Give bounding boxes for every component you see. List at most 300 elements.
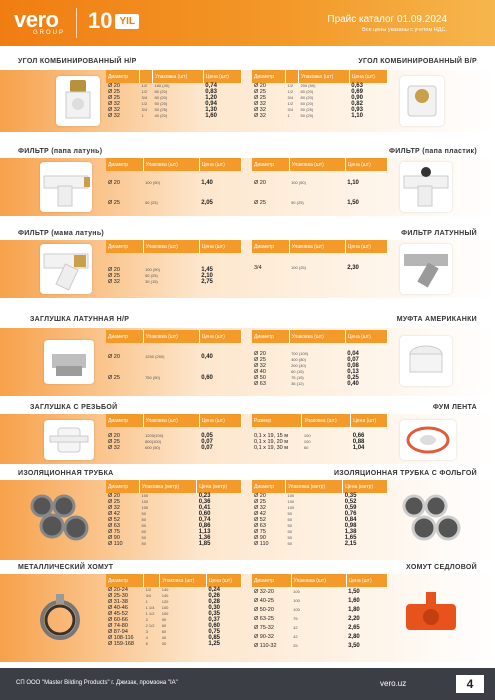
table-cell: Ø 25-30 bbox=[108, 593, 128, 599]
table-cell: 200 (50) bbox=[300, 83, 316, 88]
table-cell: Ø 32 bbox=[108, 445, 120, 451]
table-cell: 0,74 bbox=[198, 517, 211, 523]
table-cell: 0,24 bbox=[208, 587, 221, 593]
column-header: Упаковка (шт) bbox=[143, 330, 199, 343]
table-cell: Ø 25 bbox=[108, 375, 120, 381]
table-cell: 50 bbox=[287, 529, 292, 534]
table-cell: Ø 25 bbox=[254, 357, 266, 363]
table-cell: 2,10 bbox=[201, 273, 213, 279]
table-cell: 100 (25) bbox=[291, 265, 306, 270]
table-cell: Ø 32 bbox=[254, 505, 266, 511]
table-row bbox=[252, 414, 388, 427]
table-cell: 0,40 bbox=[201, 354, 213, 360]
table-row bbox=[106, 240, 242, 253]
table-row bbox=[252, 614, 388, 623]
section-title: ЗАГЛУШКА ЛАТУННАЯ Н/Р bbox=[30, 316, 130, 323]
table-cell: 700 (100) bbox=[291, 351, 309, 356]
table-cell: 0,66 bbox=[352, 433, 365, 439]
product-image-elbow-female bbox=[400, 76, 444, 126]
column-header: Цена (шт) bbox=[199, 158, 241, 171]
table-cell: 1,65 bbox=[344, 535, 357, 541]
column-header: Упаковка (шт) bbox=[289, 240, 345, 253]
table-cell: 2,65 bbox=[348, 624, 360, 631]
table-cell: 0,63 bbox=[351, 83, 363, 89]
price-table bbox=[252, 158, 388, 211]
table-cell: 0,88 bbox=[352, 439, 365, 445]
table-cell: 100 bbox=[141, 499, 149, 504]
table-cell: 0,52 bbox=[344, 499, 357, 505]
badge-number: 10 bbox=[88, 8, 113, 33]
table-cell: 0,13 bbox=[347, 369, 359, 375]
table-cell: 60 bbox=[161, 629, 167, 634]
table-cell: 0,30 bbox=[208, 605, 221, 611]
table-cell: 0,04 bbox=[347, 351, 359, 357]
metal-clamp-icon bbox=[30, 590, 94, 646]
table-cell: Ø 42 bbox=[254, 511, 266, 517]
table-cell: Ø 20 bbox=[254, 180, 266, 186]
elbow-female-icon bbox=[400, 76, 444, 126]
table-cell: Ø 52 bbox=[108, 517, 120, 523]
table-cell: 0,35 bbox=[208, 611, 221, 617]
table-cell: Ø 32 bbox=[108, 107, 120, 113]
column-header: Упаковка (метр) bbox=[139, 480, 196, 493]
table-row bbox=[252, 605, 388, 614]
table-cell: Ø 40 bbox=[254, 369, 266, 375]
table-row bbox=[106, 343, 242, 371]
table-row bbox=[106, 541, 242, 547]
table-cell: 1,50 bbox=[348, 588, 360, 595]
product-image-saddle-clamp bbox=[398, 586, 464, 650]
table-cell: Ø 40-25 bbox=[254, 597, 274, 604]
table-cell: 0,35 bbox=[344, 493, 357, 499]
table-cell: 50 bbox=[141, 517, 146, 522]
section-filters-2 bbox=[0, 230, 495, 300]
table-cell: 1,10 bbox=[351, 113, 363, 119]
price-table bbox=[252, 480, 388, 547]
table-cell: 1/2 bbox=[287, 101, 294, 106]
table-cell: 1,60 bbox=[205, 113, 217, 119]
table-cell: Ø 20 bbox=[108, 267, 120, 273]
table-cell: 1,85 bbox=[198, 541, 211, 547]
product-image-metal-clamp bbox=[30, 590, 94, 646]
column-header bbox=[144, 574, 160, 587]
table-cell: 0,86 bbox=[198, 523, 211, 529]
table-cell: 80 (20) bbox=[300, 89, 314, 94]
table-row bbox=[252, 596, 388, 605]
table-cell: Ø 50 bbox=[254, 375, 266, 381]
table-cell: 400 (80) bbox=[291, 357, 306, 362]
table-cell: 60 (15) bbox=[291, 369, 304, 374]
table-cell: Ø 25 bbox=[108, 95, 120, 101]
section-threaded-plug-fum bbox=[0, 404, 495, 466]
section-title: МЕТАЛЛИЧЕСКИЙ ХОМУТ bbox=[18, 564, 114, 571]
table-row bbox=[252, 158, 388, 171]
product-image-insulation bbox=[28, 490, 94, 550]
table-cell: Ø 90 bbox=[254, 535, 266, 541]
price-table bbox=[252, 574, 388, 650]
table-cell: 0,28 bbox=[208, 599, 221, 605]
table-cell: 100 bbox=[303, 433, 311, 438]
table-cell: 0,84 bbox=[344, 517, 357, 523]
table-cell: 2,80 bbox=[348, 633, 360, 640]
table-cell: Ø 25 bbox=[108, 89, 120, 95]
product-image-foil-insulation bbox=[398, 490, 464, 550]
vat-note: Все цены указаны с учетом НДС. bbox=[362, 27, 447, 33]
section-title: ФУМ ЛЕНТА bbox=[432, 404, 477, 411]
table-cell: Ø 32 bbox=[108, 505, 120, 511]
table-cell: 50 bbox=[287, 523, 292, 528]
table-cell: 50 (25) bbox=[154, 101, 168, 106]
table-cell: Ø 32 bbox=[108, 113, 120, 119]
table-cell: Ø 63-25 bbox=[254, 615, 274, 622]
section-title: ИЗОЛЯЦИОННАЯ ТРУБКА bbox=[18, 470, 114, 477]
table-cell: 40 (20) bbox=[154, 113, 168, 118]
table-cell: 1/2 bbox=[145, 587, 152, 592]
table-cell: Ø 32 bbox=[254, 113, 266, 119]
table-cell: 0,60 bbox=[208, 623, 221, 629]
column-header: Диаметр bbox=[106, 330, 143, 343]
table-cell: 1,30 bbox=[205, 107, 217, 113]
column-header: Диаметр bbox=[252, 480, 285, 493]
table-cell: Ø 25 bbox=[108, 439, 120, 445]
price-table bbox=[252, 240, 388, 283]
table-cell: Ø 42 bbox=[108, 511, 120, 517]
product-image-filter-female-brass bbox=[40, 244, 92, 294]
table-cell: 3/4 bbox=[145, 593, 152, 598]
table-cell: 100 (50) bbox=[145, 267, 160, 272]
column-header: Цена (метр) bbox=[343, 480, 388, 493]
table-cell: 30 (15) bbox=[145, 279, 158, 284]
table-cell: 50 bbox=[287, 511, 292, 516]
table-cell: Ø 32 bbox=[254, 107, 266, 113]
table-cell: 30 bbox=[161, 641, 167, 646]
table-cell: 1/2 bbox=[141, 101, 148, 106]
table-cell: 140 bbox=[161, 587, 169, 592]
price-table bbox=[106, 70, 242, 119]
price-table bbox=[106, 574, 242, 647]
table-cell: Ø 20 bbox=[108, 83, 120, 89]
column-header: Диаметр bbox=[106, 240, 143, 253]
table-row bbox=[106, 427, 242, 439]
column-header: Упаковка (шт) bbox=[143, 240, 199, 253]
page-number: 4 bbox=[456, 675, 484, 693]
table-cell: 1,50 bbox=[347, 200, 359, 206]
table-cell: 80 (20) bbox=[154, 89, 168, 94]
table-cell: 0,37 bbox=[208, 617, 221, 623]
badge-text: YIL bbox=[115, 14, 139, 29]
table-cell: Ø 110 bbox=[108, 541, 123, 547]
table-row bbox=[252, 195, 388, 211]
table-row bbox=[106, 113, 242, 119]
price-table bbox=[106, 158, 242, 211]
table-row bbox=[106, 158, 242, 171]
table-row bbox=[252, 240, 388, 253]
table-row bbox=[106, 414, 242, 427]
table-cell: 3/4 bbox=[141, 95, 148, 100]
column-header: Цена (шт) bbox=[345, 330, 387, 343]
table-row bbox=[252, 343, 388, 357]
table-cell: Ø 52 bbox=[254, 517, 266, 523]
table-cell: 1250 (250) bbox=[145, 354, 165, 359]
table-cell: 0,25 bbox=[347, 375, 359, 381]
section-title: ЗАГЛУШКА С РЕЗЬБОЙ bbox=[30, 404, 118, 411]
section-combined-elbows bbox=[0, 56, 495, 134]
table-cell: 75 bbox=[293, 615, 298, 621]
table-cell: 1,45 bbox=[201, 267, 213, 273]
table-cell: 50 bbox=[141, 541, 146, 546]
table-cell: 100 (50) bbox=[291, 180, 306, 185]
table-cell: 100 bbox=[287, 493, 295, 498]
saddle-clamp-icon bbox=[398, 586, 464, 650]
section-title: ФИЛЬТР ЛАТУННЫЙ bbox=[401, 230, 477, 237]
table-cell: 140 bbox=[161, 593, 169, 598]
page-footer bbox=[0, 668, 495, 700]
table-cell: 50 (25) bbox=[145, 200, 158, 205]
table-cell: 800(100) bbox=[145, 439, 162, 444]
table-cell: 1 bbox=[145, 599, 148, 604]
table-cell: Ø 25 bbox=[254, 499, 266, 505]
column-header: Упаковка (шт) bbox=[302, 414, 351, 427]
brass-plug-icon bbox=[44, 340, 94, 384]
table-cell: Ø 20-24 bbox=[108, 587, 128, 593]
column-header: Упаковка (шт) bbox=[143, 158, 199, 171]
product-image-fum-tape bbox=[400, 420, 456, 460]
table-row bbox=[252, 330, 388, 343]
table-cell: Ø 32 bbox=[254, 363, 266, 369]
table-cell: Ø 32-20 bbox=[254, 588, 274, 595]
table-cell: 1/2 bbox=[287, 83, 294, 88]
table-cell: 3,50 bbox=[348, 642, 360, 649]
table-cell: 50 (25) bbox=[300, 107, 314, 112]
header-divider bbox=[76, 8, 77, 38]
insulation-tube-icon bbox=[28, 490, 94, 550]
table-cell: Ø 45-52 bbox=[108, 611, 128, 617]
price-table bbox=[106, 240, 242, 285]
table-cell: Ø 40-46 bbox=[108, 605, 128, 611]
table-cell: 1,10 bbox=[347, 180, 359, 186]
company-address: СП ООО "Master Bilding Products" г. Джизак, промзона "IA" bbox=[16, 680, 178, 686]
table-cell: 0,1 x 19, 30 м bbox=[254, 445, 289, 451]
table-cell: Ø 25 bbox=[108, 499, 120, 505]
table-cell: Ø 20 bbox=[254, 493, 266, 499]
table-cell: 0,07 bbox=[201, 439, 213, 445]
logo-subtitle: GROUP bbox=[33, 30, 66, 36]
table-row bbox=[252, 574, 388, 587]
column-header: Цена (шт) bbox=[199, 330, 241, 343]
table-cell: 1,36 bbox=[198, 535, 211, 541]
table-cell: Ø 25 bbox=[254, 95, 266, 101]
fum-tape-icon bbox=[400, 420, 456, 460]
table-row bbox=[252, 641, 388, 650]
table-cell: 60 bbox=[303, 445, 309, 450]
table-cell: Ø 20 bbox=[108, 354, 120, 360]
table-cell: Ø 75 bbox=[254, 529, 266, 535]
table-cell: 0,1 x 19, 20 м bbox=[254, 439, 289, 445]
table-row bbox=[106, 195, 242, 211]
table-cell: 0,69 bbox=[351, 89, 363, 95]
table-row bbox=[106, 330, 242, 343]
product-image-elbow-male bbox=[56, 76, 100, 126]
section-title: ИЗОЛЯЦИОННАЯ ТРУБКА С ФОЛЬГОЙ bbox=[333, 470, 477, 477]
table-cell: 0,05 bbox=[201, 433, 213, 439]
table-cell: 1,04 bbox=[352, 445, 365, 451]
section-plugs-unions bbox=[0, 316, 495, 398]
table-row bbox=[106, 70, 242, 83]
table-row bbox=[252, 253, 388, 283]
table-cell: Ø 25 bbox=[254, 200, 266, 206]
table-cell: 600 (50) bbox=[145, 445, 160, 450]
table-cell: 0,07 bbox=[347, 357, 359, 363]
column-header: Упаковка (метр) bbox=[285, 480, 342, 493]
table-cell: 42 bbox=[293, 633, 298, 639]
catalog-title: Прайс каталог 01.09.2024 bbox=[327, 14, 447, 25]
table-cell: 0,90 bbox=[351, 95, 363, 101]
table-cell: 100 bbox=[293, 588, 300, 594]
column-header: Цена (шт) bbox=[199, 414, 241, 427]
table-cell: Ø 25 bbox=[254, 89, 266, 95]
column-header: Диаметр bbox=[252, 240, 289, 253]
product-image-brass-plug bbox=[44, 340, 94, 384]
table-cell: 50 bbox=[141, 535, 146, 540]
anniversary-badge bbox=[88, 8, 139, 34]
table-cell: Ø 20 bbox=[108, 180, 120, 186]
table-cell: 6 bbox=[145, 641, 148, 646]
website-link[interactable]: vero.uz bbox=[380, 679, 407, 688]
table-cell: 2,05 bbox=[201, 200, 213, 206]
table-cell: 60 (20) bbox=[300, 101, 314, 106]
table-cell: Ø 74-80 bbox=[108, 623, 128, 629]
section-title: УГОЛ КОМБИНИРОВАННЫЙ Н/Р bbox=[18, 58, 137, 65]
column-header: Цена (шт) bbox=[346, 574, 387, 587]
table-cell: 0,26 bbox=[208, 593, 221, 599]
table-cell: 100 bbox=[161, 611, 169, 616]
column-header: Размер bbox=[252, 414, 302, 427]
table-cell: 3/4 bbox=[287, 95, 294, 100]
table-cell: 1 bbox=[287, 113, 290, 118]
column-header: Цена (шт) bbox=[203, 70, 241, 83]
table-cell: 50 bbox=[141, 529, 146, 534]
column-header: Упаковка (шт) bbox=[289, 158, 345, 171]
section-clamps bbox=[0, 564, 495, 664]
table-row bbox=[252, 480, 388, 493]
table-cell: 3/4 bbox=[254, 265, 262, 271]
table-cell: 0,93 bbox=[351, 107, 363, 113]
table-cell: Ø 63 bbox=[254, 523, 266, 529]
table-cell: Ø 63 bbox=[108, 523, 120, 529]
table-cell: 1 bbox=[141, 113, 144, 118]
table-row bbox=[106, 279, 242, 285]
table-row bbox=[252, 623, 388, 632]
table-cell: Ø 90-32 bbox=[254, 633, 274, 640]
table-row bbox=[252, 113, 388, 119]
column-header: Диаметр bbox=[252, 158, 289, 171]
table-cell: Ø 159-168 bbox=[108, 641, 134, 647]
price-table bbox=[106, 330, 242, 385]
table-cell: Ø 75 bbox=[108, 529, 120, 535]
table-cell: 80 (20) bbox=[154, 95, 168, 100]
table-cell: Ø 32 bbox=[254, 101, 266, 107]
table-cell: 2,30 bbox=[347, 265, 359, 271]
table-cell: 1 1/4 bbox=[145, 605, 155, 610]
table-cell: 0,07 bbox=[201, 445, 213, 451]
column-header: Диаметр bbox=[106, 414, 143, 427]
brass-filter-icon bbox=[400, 244, 452, 294]
section-title: ХОМУТ СЕДЛОВОЙ bbox=[406, 564, 477, 571]
column-header: Цена (шт) bbox=[345, 158, 387, 171]
column-header: Цена (шт) bbox=[199, 240, 241, 253]
table-cell: 100 bbox=[287, 499, 295, 504]
table-cell: 0,23 bbox=[198, 493, 211, 499]
table-cell: 100 bbox=[303, 439, 311, 444]
table-row bbox=[106, 641, 242, 647]
elbow-male-icon bbox=[56, 76, 100, 126]
filter-plastic-icon bbox=[400, 162, 452, 212]
table-cell: 2,15 bbox=[344, 541, 357, 547]
table-cell: 0,94 bbox=[205, 101, 217, 107]
table-row bbox=[252, 632, 388, 641]
table-cell: 3/4 bbox=[141, 107, 148, 112]
table-cell: 100 bbox=[161, 605, 169, 610]
table-cell: 3/4 bbox=[287, 107, 294, 112]
table-cell: 75 (15) bbox=[291, 375, 304, 380]
table-cell: 80 (20) bbox=[300, 95, 314, 100]
table-row bbox=[106, 445, 242, 451]
table-cell: Ø 32 bbox=[108, 279, 120, 285]
table-cell: Ø 108-116 bbox=[108, 635, 134, 641]
column-header: Упаковка (шт) bbox=[299, 70, 350, 83]
table-cell: Ø 60-66 bbox=[108, 617, 128, 623]
table-cell: 0,41 bbox=[198, 505, 211, 511]
table-cell: 0,08 bbox=[347, 363, 359, 369]
table-cell: 1 1/2 bbox=[145, 611, 155, 616]
table-cell: 50 (25) bbox=[145, 273, 158, 278]
table-cell: 0,98 bbox=[344, 523, 357, 529]
section-title: ФИЛЬТР (папа пластик) bbox=[389, 148, 477, 155]
column-header: Диаметр bbox=[252, 330, 289, 343]
table-cell: 2,20 bbox=[348, 615, 360, 622]
table-cell: 0,83 bbox=[205, 89, 217, 95]
table-cell: 90 bbox=[161, 617, 167, 622]
table-cell: 1,80 bbox=[348, 606, 360, 613]
table-cell: 1/2 bbox=[287, 89, 294, 94]
table-cell: 40 bbox=[161, 635, 167, 640]
table-row bbox=[106, 253, 242, 273]
table-cell: 0,75 bbox=[208, 629, 221, 635]
table-row bbox=[106, 171, 242, 195]
product-image-filter-plastic bbox=[400, 162, 452, 212]
price-table bbox=[106, 480, 242, 547]
column-header: Цена (шт) bbox=[351, 414, 388, 427]
price-table bbox=[252, 330, 388, 387]
table-cell: 160 (40) bbox=[154, 83, 170, 88]
table-cell: 3 bbox=[145, 629, 148, 634]
column-header: Диаметр bbox=[106, 480, 139, 493]
table-cell: 0,1 x 19, 15 м bbox=[254, 433, 289, 439]
column-header: Упаковка (шт) bbox=[160, 574, 207, 587]
table-cell: 0,85 bbox=[208, 635, 221, 641]
product-image-filter-brass bbox=[40, 162, 92, 212]
table-cell: Ø 20 bbox=[254, 83, 266, 89]
table-cell: 0,36 bbox=[198, 499, 211, 505]
union-coupling-icon bbox=[400, 336, 452, 386]
column-header: Диаметр bbox=[106, 158, 143, 171]
column-header: Упаковка (шт) bbox=[291, 574, 346, 587]
table-cell: 2,75 bbox=[201, 279, 213, 285]
table-cell: Ø 75-32 bbox=[254, 624, 274, 631]
table-cell: 1/2 bbox=[141, 89, 148, 94]
table-cell: 2 1/2 bbox=[145, 623, 155, 628]
table-cell: 750 (50) bbox=[145, 375, 160, 380]
